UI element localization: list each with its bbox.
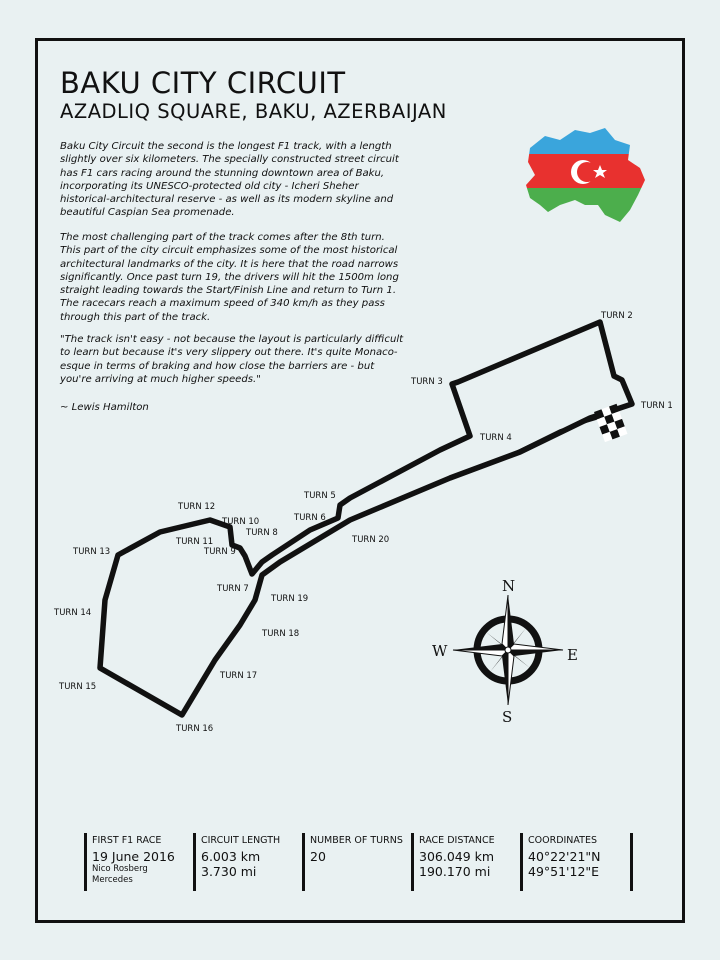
- stat-circuit-length: [193, 833, 302, 891]
- race-distance-mi: 190.170 mi: [419, 864, 491, 879]
- azerbaijan-flag-map-icon: [520, 120, 650, 228]
- turn-16-label: TURN 16: [176, 724, 214, 734]
- turn-19-label: TURN 19: [271, 594, 309, 604]
- circuit-length-mi: 3.730 mi: [201, 864, 257, 879]
- turn-2-label: TURN 2: [601, 311, 633, 321]
- challenge-paragraph: The most challenging part of the track comes after the 8th turn. This part of the city circuit emphasizes some of the most historical architectural landmarks of the city. It is here that the road narrows significantly. Once past turn 19, the drivers will hit the 1500m long straight leading towards the Start/Finish Line and return to Turn 1. The racecars reach a maximum speed of 340 km/h as they pass through this part of the track.: [60, 232, 399, 323]
- turn-17-label: TURN 17: [220, 671, 258, 681]
- turn-15-label: TURN 15: [59, 682, 97, 692]
- coordinates-label: COORDINATES: [528, 835, 598, 846]
- stats-bar: [84, 833, 632, 891]
- stat-first-race: [84, 833, 193, 891]
- circuit-length-label: CIRCUIT LENGTH: [201, 835, 281, 846]
- race-distance-km: 306.049 km: [419, 849, 495, 864]
- quote-author: ~ Lewis Hamilton: [60, 402, 149, 413]
- poster-title: BAKU CITY CIRCUIT: [60, 66, 346, 100]
- stat-number-of-turns: [302, 833, 411, 891]
- track-outline: [100, 322, 632, 715]
- stat-race-distance: [411, 833, 520, 891]
- compass-north: N: [502, 577, 516, 595]
- turn-5-label: TURN 5: [304, 491, 336, 501]
- stat-coordinates: [520, 833, 630, 891]
- compass-rose-icon: [453, 595, 563, 705]
- turn-11-label: TURN 11: [176, 537, 214, 547]
- first-race-winner: Nico Rosberg: [92, 864, 148, 874]
- turn-13-label: TURN 13: [73, 547, 111, 557]
- turn-10-label: TURN 10: [222, 517, 260, 527]
- turn-20-label: TURN 20: [352, 535, 390, 545]
- quote-paragraph: "The track isn't easy - not because the layout is particularly difficult to learn but because it's very slippery out there. It's quite Monaco-esque in terms of braking and how close the barriers are - but you're arriving at much higher speeds.": [60, 334, 404, 385]
- compass-south: S: [502, 708, 513, 726]
- race-distance-label: RACE DISTANCE: [419, 835, 495, 846]
- turn-8-label: TURN 8: [246, 528, 278, 538]
- turn-14-label: TURN 14: [54, 608, 92, 618]
- first-race-team: Mercedes: [92, 875, 133, 885]
- turn-6-label: TURN 6: [294, 513, 326, 523]
- circuit-length-km: 6.003 km: [201, 849, 261, 864]
- first-race-date: 19 June 2016: [92, 849, 175, 864]
- compass-west: W: [432, 642, 448, 660]
- turn-18-label: TURN 18: [262, 629, 300, 639]
- number-of-turns-label: NUMBER OF TURNS: [310, 835, 403, 846]
- first-race-label: FIRST F1 RACE: [92, 835, 162, 846]
- turn-1-label: TURN 1: [641, 401, 673, 411]
- compass-east: E: [567, 646, 578, 664]
- number-of-turns-value: 20: [310, 849, 326, 864]
- turn-9-label: TURN 9: [204, 547, 236, 557]
- turn-3-label: TURN 3: [411, 377, 443, 387]
- description-paragraph: Baku City Circuit the second is the longest F1 track, with a length slightly over six kilometers. The specially constructed street circuit has F1 cars racing around the stunning downtown area of Baku, incorporating its UNESCO-protected old city - Icheri Sheher historical-architectural reserve - as well as its modern skyline and beautiful Caspian Sea promenade.: [60, 141, 399, 219]
- coordinates-lon: 49°51'12"E: [528, 864, 600, 879]
- stats-end-divider: [630, 833, 633, 891]
- turn-7-label: TURN 7: [217, 584, 249, 594]
- poster-subtitle: AZADLIQ SQUARE, BAKU, AZERBAIJAN: [60, 100, 447, 123]
- turn-12-label: TURN 12: [178, 502, 216, 512]
- coordinates-lat: 40°22'21"N: [528, 849, 601, 864]
- turn-4-label: TURN 4: [480, 433, 512, 443]
